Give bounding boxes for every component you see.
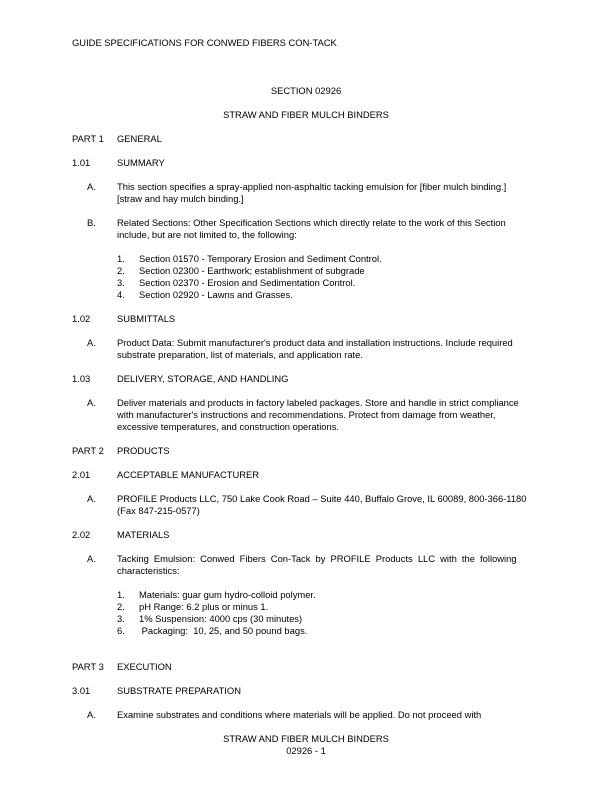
list-item-number: 1. <box>117 589 125 600</box>
part-3-number: PART 3 <box>72 661 104 672</box>
article-3-01-number: 3.01 <box>72 685 91 696</box>
paragraph-line: Tacking Emulsion: Conwed Fibers Con-Tack by PROFILE Products LLC with the following <box>117 553 517 564</box>
paragraph-line: PROFILE Products LLC, 750 Lake Cook Road – Suite 440, Buffalo Grove, IL 60089, 800-366-1180 <box>117 493 527 504</box>
paragraph-line: (Fax 847-215-0577) <box>117 505 200 516</box>
document-header: GUIDE SPECIFICATIONS FOR CONWED FIBERS CON-TACK <box>72 37 337 48</box>
list-item-number: 4. <box>117 289 125 300</box>
paragraph-label: B. <box>87 217 96 228</box>
list-item: pH Range: 6.2 plus or minus 1. <box>139 601 269 612</box>
footer-title: STRAW AND FIBER MULCH BINDERS <box>223 733 389 744</box>
article-1-03-title: DELIVERY, STORAGE, AND HANDLING <box>117 373 289 384</box>
article-2-02-title: MATERIALS <box>117 529 170 540</box>
article-2-02-number: 2.02 <box>72 529 91 540</box>
paragraph-label: A. <box>87 181 96 192</box>
part-2-title: PRODUCTS <box>117 445 170 456</box>
article-3-01-title: SUBSTRATE PREPARATION <box>117 685 241 696</box>
list-item-number: 3. <box>117 277 125 288</box>
paragraph-label: A. <box>87 709 96 720</box>
part-1-title: GENERAL <box>117 133 162 144</box>
list-item: Packaging: 10, 25, and 50 pound bags. <box>139 625 308 636</box>
paragraph-line: Related Sections: Other Specification Sections which directly relate to the work of this Section <box>117 217 506 228</box>
article-1-03-number: 1.03 <box>72 373 91 384</box>
paragraph-line: substrate preparation, list of materials, and application rate. <box>117 349 363 360</box>
part-1-number: PART 1 <box>72 133 104 144</box>
paragraph-line: Deliver materials and products in factory labeled packages. Store and handle in strict compliance <box>117 397 519 408</box>
section-title: STRAW AND FIBER MULCH BINDERS <box>223 109 389 120</box>
article-2-01-number: 2.01 <box>72 469 91 480</box>
article-1-01-number: 1.01 <box>72 157 91 168</box>
list-item: Section 02300 - Earthwork; establishment of subgrade <box>139 265 365 276</box>
paragraph-line: include, but are not limited to, the following: <box>117 229 297 240</box>
paragraph-line: Examine substrates and conditions where materials will be applied. Do not proceed with <box>117 709 482 720</box>
list-item: Section 02920 - Lawns and Grasses. <box>139 289 293 300</box>
section-number: SECTION 02926 <box>270 85 342 96</box>
page-number: 02926 - 1 <box>286 745 326 756</box>
list-item: Materials: guar gum hydro-colloid polymer. <box>139 589 316 600</box>
article-1-02-number: 1.02 <box>72 313 91 324</box>
paragraph-label: A. <box>87 337 96 348</box>
paragraph-label: A. <box>87 397 96 408</box>
paragraph-line: Product Data: Submit manufacturer's product data and installation instructions. Include required <box>117 337 513 348</box>
article-1-02-title: SUBMITTALS <box>117 313 176 324</box>
list-item-number: 1. <box>117 253 125 264</box>
article-2-01-title: ACCEPTABLE MANUFACTURER <box>117 469 260 480</box>
list-item-number: 2. <box>117 601 125 612</box>
paragraph-line: [straw and hay mulch binding.] <box>117 193 244 204</box>
part-3-title: EXECUTION <box>117 661 172 672</box>
list-item-number: 6. <box>117 625 125 636</box>
list-item: Section 01570 - Temporary Erosion and Sediment Control. <box>139 253 382 264</box>
paragraph-line: with manufacturer's instructions and recommendations. Protect from damage from weather, <box>117 409 496 420</box>
list-item: Section 02370 - Erosion and Sedimentation Control. <box>139 277 356 288</box>
list-item: 1% Suspension: 4000 cps (30 minutes) <box>139 613 303 624</box>
paragraph-line: This section specifies a spray-applied non-asphaltic tacking emulsion for [fiber mulch binding.] <box>117 181 507 192</box>
list-item-number: 2. <box>117 265 125 276</box>
part-2-number: PART 2 <box>72 445 104 456</box>
paragraph-label: A. <box>87 493 96 504</box>
article-1-01-title: SUMMARY <box>117 157 165 168</box>
paragraph-label: A. <box>87 553 96 564</box>
paragraph-line: excessive temperatures, and construction operations. <box>117 421 339 432</box>
paragraph-line: characteristics: <box>117 565 180 576</box>
list-item-number: 3. <box>117 613 125 624</box>
